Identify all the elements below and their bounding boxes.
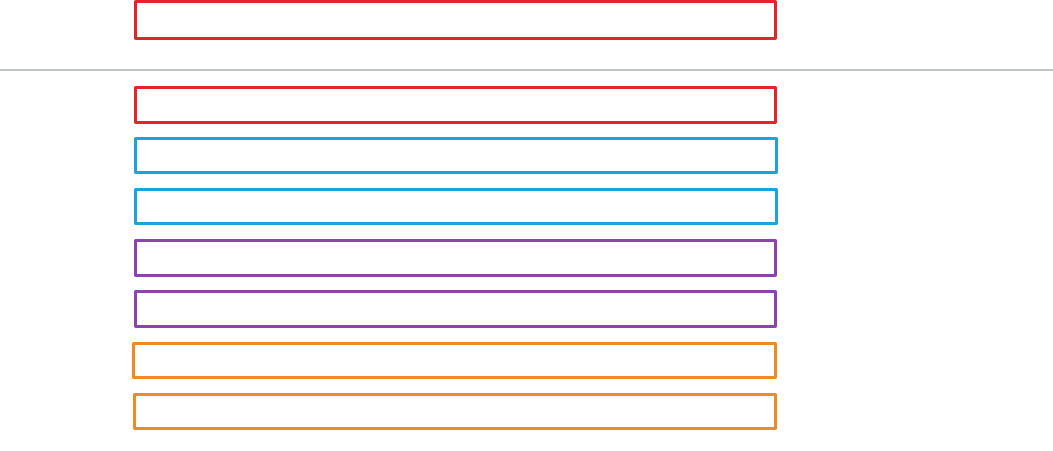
highlight-box-adc1-sysref [134, 0, 777, 40]
highlight-box-adc2-sysref [133, 393, 777, 430]
worksheet-gap [0, 38, 1053, 70]
highlight-box-adc3-sysref [134, 290, 777, 328]
worksheet-divider [0, 69, 1053, 71]
highlight-box-adc1-clkin [134, 86, 777, 124]
highlight-box-adc2-clkin [132, 342, 777, 379]
highlight-box-adc3-clkin [134, 239, 777, 277]
highlight-box-adc4-sysref [134, 188, 778, 225]
highlight-box-adc4-clkin [134, 137, 778, 174]
